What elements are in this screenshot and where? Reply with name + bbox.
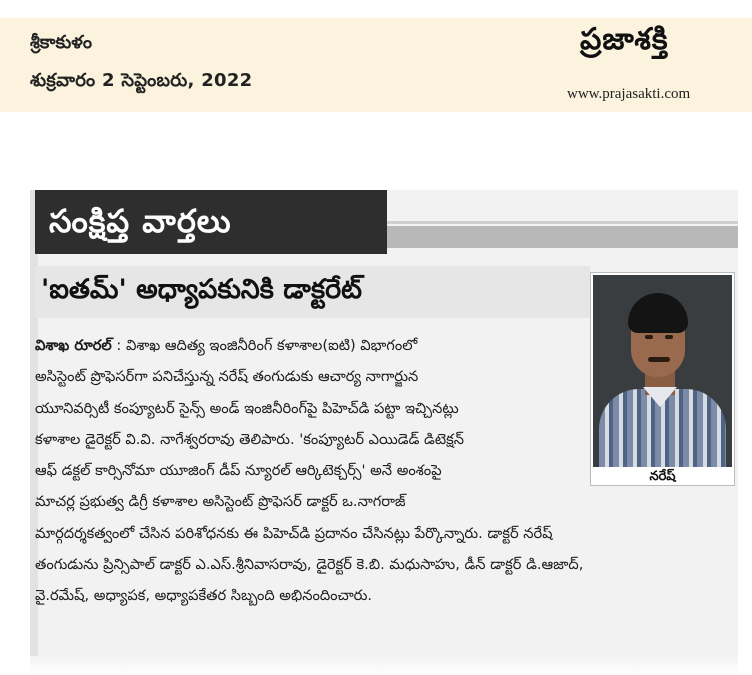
article-headline: 'ఐతమ్' అధ్యాపకునికి డాక్టరేట్ xyxy=(41,274,362,305)
edition-place: శ్రీకాకుళం xyxy=(30,32,92,53)
newspaper-url: www.prajasakti.com xyxy=(567,86,691,102)
author-photo xyxy=(590,272,735,486)
article-line: వై.రమేష్, అధ్యాపక, అధ్యాపకేతర సిబ్బంది అభినందించారు. xyxy=(35,587,373,605)
edition-date: శుక్రవారం 2 సెప్టెంబరు, 2022 xyxy=(30,70,253,91)
article-line: మాచర్ల ప్రభుత్వ డిగ్రీ కళాశాల అసిస్టెంట్ ప్రొఫెసర్ డాక్టర్ ఒ.నాగరాజ్ xyxy=(35,493,406,511)
article-dateline: విశాఖ రూరల్ xyxy=(35,337,112,354)
banner-slant xyxy=(345,190,385,254)
newspaper-logo: ప్రజాశక్తి xyxy=(580,22,669,57)
portrait-mustache xyxy=(648,357,670,362)
newspaper-masthead xyxy=(0,0,752,112)
section-rule-bar xyxy=(330,226,738,248)
photo-caption: నరేష్ xyxy=(649,469,676,484)
portrait-hair xyxy=(628,293,688,333)
article-line: మార్గదర్శకత్వంలో చేసిన పరిశోధనకు ఈ పిహెచ్‌డి ప్రదానం చేసినట్లు పేర్కొన్నారు. డాక్టర్ నరేష్ xyxy=(35,524,553,542)
article-line: తంగుడును ప్రిన్సిపాల్ డాక్టర్ ఎ.ఎస్.శ్రీనివాసరావు, డైరెక్టర్ కె.బి. మధుసాహు, డీన్ డాక్టర్ డి.ఆజాద్, xyxy=(35,556,584,574)
article-line-text: : విశాఖ ఆదిత్య ఇంజినీరింగ్ కళాశాల(ఐటి) విభాగంలో xyxy=(111,337,418,354)
clipping-bottom-fade xyxy=(30,656,738,675)
top-margin xyxy=(0,0,752,18)
section-title: సంక్షిప్త వార్తలు xyxy=(49,202,232,240)
portrait-eye-right xyxy=(665,335,673,339)
article-line: అసిస్టెంట్ ప్రొఫెసర్‌గా పనిచేస్తున్న నరేష్ తంగుడుకు ఆచార్య నాగార్జున xyxy=(35,368,419,386)
portrait-image xyxy=(593,275,732,467)
article-line: యూనివర్సిటీ కంప్యూటర్ సైన్స్ అండ్ ఇంజినీరింగ్‌పై పిహెచ్‌డి పట్టా ఇచ్చినట్లు xyxy=(35,399,459,417)
headline-box xyxy=(35,266,590,318)
article-line: కళాశాల డైరెక్టర్ వి.వి. నాగేశ్వరరావు తెలిపారు. 'కంప్యూటర్ ఎయిడెడ్ డిటెక్షన్ xyxy=(35,430,464,448)
section-rule-line xyxy=(360,221,738,224)
section-banner xyxy=(35,190,387,254)
article-line xyxy=(35,330,583,361)
portrait-eye-left xyxy=(645,335,653,339)
article-body xyxy=(35,330,583,612)
article-line: ఆఫ్ డక్టల్ కార్సినోమా యూజింగ్ డీప్ న్యూరల్ ఆర్కిటెక్చర్స్' అనే అంశంపై xyxy=(35,462,442,480)
news-clipping xyxy=(30,190,738,675)
